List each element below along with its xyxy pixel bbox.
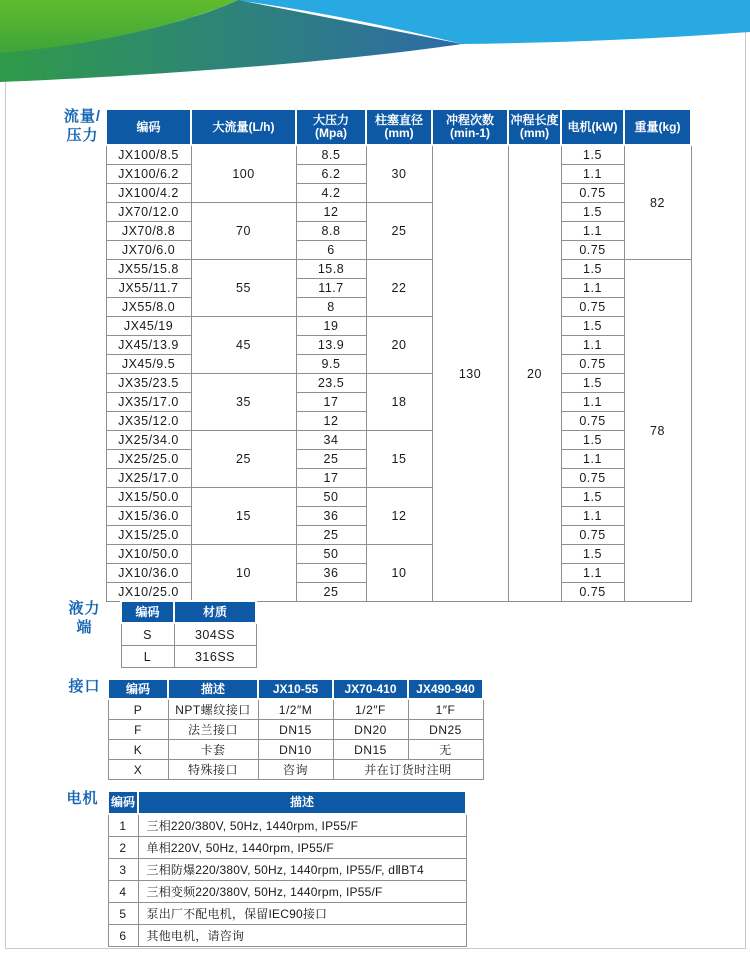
code-cell: JX25/34.0 (106, 431, 191, 450)
column-header (106, 109, 191, 145)
table-cell: 1/2″F (333, 699, 408, 720)
motor-power-cell: 1.1 (561, 222, 624, 241)
code-cell: JX35/17.0 (106, 393, 191, 412)
table-cell: 三相变频220/380V, 50Hz, 1440rpm, IP55/F (138, 881, 466, 903)
table-row (108, 859, 466, 881)
header-decoration (0, 0, 750, 100)
hydraulic-end-table-body (121, 623, 256, 668)
table-row (106, 545, 691, 564)
motor-power-cell: 1.5 (561, 203, 624, 222)
pressure-cell: 25 (296, 526, 366, 545)
table-row (108, 903, 466, 925)
column-header (432, 109, 508, 145)
pressure-cell: 50 (296, 545, 366, 564)
table-cell: 1 (108, 814, 138, 837)
flow-pressure-label-line2: 压力 (66, 127, 99, 144)
table-cell: 316SS (174, 646, 256, 668)
pressure-cell: 6.2 (296, 165, 366, 184)
hydraulic-end-table-header (121, 601, 256, 623)
column-header-line: 冲程次数 (445, 113, 494, 127)
motor-power-cell: 0.75 (561, 298, 624, 317)
pressure-cell: 9.5 (296, 355, 366, 374)
code-cell: JX100/6.2 (106, 165, 191, 184)
flow-pressure-section (60, 108, 692, 602)
column-header (508, 109, 561, 145)
code-cell: JX35/23.5 (106, 374, 191, 393)
flow-cell: 10 (191, 545, 296, 602)
interface-label: 接口 (68, 678, 101, 695)
table-cell: DN15 (333, 740, 408, 760)
plunger-diameter-cell: 12 (366, 488, 432, 545)
pressure-cell: 34 (296, 431, 366, 450)
code-cell: JX70/6.0 (106, 241, 191, 260)
column-header-line: (mm) (519, 126, 550, 140)
table-row (106, 488, 691, 507)
code-cell: JX45/13.9 (106, 336, 191, 355)
motor-power-cell: 0.75 (561, 412, 624, 431)
motor-power-cell: 1.1 (561, 165, 624, 184)
pressure-cell: 19 (296, 317, 366, 336)
motor-power-cell: 1.5 (561, 488, 624, 507)
hydraulic-end-label (62, 599, 107, 637)
code-cell: JX15/25.0 (106, 526, 191, 545)
column-header: 描述 (138, 791, 466, 814)
column-header (296, 109, 366, 145)
column-header: 编码 (121, 601, 174, 623)
flow-cell: 35 (191, 374, 296, 431)
column-header-line: 柱塞直径 (374, 113, 423, 127)
flow-pressure-label-line1: 流量/ (63, 108, 102, 125)
column-header (624, 109, 691, 145)
header-row (121, 601, 256, 623)
code-cell: JX55/11.7 (106, 279, 191, 298)
weight-cell: 82 (624, 145, 691, 260)
motor-power-cell: 1.1 (561, 393, 624, 412)
motor-table-body (108, 814, 466, 947)
column-header: JX70-410 (333, 679, 408, 699)
table-cell: 4 (108, 881, 138, 903)
flow-pressure-table-header (106, 109, 691, 145)
motor-power-cell: 1.5 (561, 431, 624, 450)
code-cell: JX45/9.5 (106, 355, 191, 374)
column-header: JX490-940 (408, 679, 483, 699)
table-cell: 1/2″M (258, 699, 333, 720)
table-row (108, 760, 483, 780)
table-cell: 1″F (408, 699, 483, 720)
motor-power-cell: 1.1 (561, 564, 624, 583)
motor-power-cell: 1.1 (561, 336, 624, 355)
code-cell: JX100/4.2 (106, 184, 191, 203)
motor-power-cell: 1.1 (561, 450, 624, 469)
motor-power-cell: 1.1 (561, 279, 624, 298)
table-cell: 2 (108, 837, 138, 859)
table-row (106, 374, 691, 393)
column-header: 编码 (108, 791, 138, 814)
pressure-cell: 12 (296, 203, 366, 222)
pressure-cell: 23.5 (296, 374, 366, 393)
column-header: 材质 (174, 601, 256, 623)
motor-power-cell: 0.75 (561, 184, 624, 203)
flow-pressure-table-body (106, 145, 691, 602)
plunger-diameter-cell: 30 (366, 145, 432, 203)
pressure-cell: 17 (296, 469, 366, 488)
motor-power-cell: 0.75 (561, 241, 624, 260)
column-header-line: 大流量(L/h) (212, 119, 275, 134)
plunger-diameter-cell: 25 (366, 203, 432, 260)
table-cell: 其他电机，请咨询 (138, 925, 466, 947)
motor-power-cell: 1.5 (561, 145, 624, 165)
table-cell: 并在订货时注明 (333, 760, 483, 780)
flow-cell: 100 (191, 145, 296, 203)
hydraulic-end-label-line2: 端 (76, 619, 93, 636)
flow-cell: 55 (191, 260, 296, 317)
table-row (106, 145, 691, 165)
table-row (108, 837, 466, 859)
column-header-line: 电机(kW) (567, 119, 618, 134)
table-cell: DN20 (333, 720, 408, 740)
table-row (106, 317, 691, 336)
code-cell: JX15/36.0 (106, 507, 191, 526)
table-cell: DN25 (408, 720, 483, 740)
column-header: 描述 (168, 679, 258, 699)
pressure-cell: 6 (296, 241, 366, 260)
table-cell: 无 (408, 740, 483, 760)
table-cell: 5 (108, 903, 138, 925)
table-cell: 卡套 (168, 740, 258, 760)
column-header (366, 109, 432, 145)
code-cell: JX10/25.0 (106, 583, 191, 602)
table-cell: L (121, 646, 174, 668)
table-cell: S (121, 623, 174, 646)
pressure-cell: 50 (296, 488, 366, 507)
pressure-cell: 8.5 (296, 145, 366, 165)
motor-power-cell: 1.5 (561, 374, 624, 393)
column-header (191, 109, 296, 145)
code-cell: JX55/8.0 (106, 298, 191, 317)
plunger-diameter-cell: 15 (366, 431, 432, 488)
code-cell: JX35/12.0 (106, 412, 191, 431)
hydraulic-end-table (120, 600, 257, 668)
table-cell: NPT螺纹接口 (168, 699, 258, 720)
table-row (106, 260, 691, 279)
motor-power-cell: 1.1 (561, 507, 624, 526)
motor-power-cell: 0.75 (561, 583, 624, 602)
flow-cell: 70 (191, 203, 296, 260)
plunger-diameter-cell: 18 (366, 374, 432, 431)
motor-table-header (108, 791, 466, 814)
interface-table-header (108, 679, 483, 699)
pressure-cell: 15.8 (296, 260, 366, 279)
pressure-cell: 13.9 (296, 336, 366, 355)
pressure-cell: 11.7 (296, 279, 366, 298)
table-cell: DN15 (258, 720, 333, 740)
table-row (121, 646, 256, 668)
table-row (106, 203, 691, 222)
motor-power-cell: 0.75 (561, 526, 624, 545)
column-header-line: (min-1) (450, 126, 490, 140)
weight-cell: 78 (624, 260, 691, 602)
pressure-cell: 12 (296, 412, 366, 431)
plunger-diameter-cell: 10 (366, 545, 432, 602)
plunger-diameter-cell: 20 (366, 317, 432, 374)
column-header: JX10-55 (258, 679, 333, 699)
pressure-cell: 8.8 (296, 222, 366, 241)
code-cell: JX70/8.8 (106, 222, 191, 241)
table-cell: 304SS (174, 623, 256, 646)
code-cell: JX15/50.0 (106, 488, 191, 507)
flow-cell: 25 (191, 431, 296, 488)
table-cell: 咨询 (258, 760, 333, 780)
motor-section (60, 790, 467, 947)
motor-power-cell: 0.75 (561, 355, 624, 374)
table-row (108, 881, 466, 903)
table-cell: K (108, 740, 168, 760)
code-cell: JX10/50.0 (106, 545, 191, 564)
hydraulic-end-section (62, 600, 257, 668)
code-cell: JX55/15.8 (106, 260, 191, 279)
interface-section (62, 678, 484, 780)
stroke-length-cell: 20 (508, 145, 561, 602)
column-header (561, 109, 624, 145)
header-row (106, 109, 691, 145)
flow-cell: 45 (191, 317, 296, 374)
table-cell: 6 (108, 925, 138, 947)
flow-pressure-label (60, 107, 105, 145)
motor-power-cell: 1.5 (561, 317, 624, 336)
pressure-cell: 36 (296, 507, 366, 526)
hydraulic-end-label-line1: 液力 (68, 600, 101, 617)
interface-table-body (108, 699, 483, 780)
motor-power-cell: 0.75 (561, 469, 624, 488)
table-cell: 3 (108, 859, 138, 881)
code-cell: JX45/19 (106, 317, 191, 336)
pressure-cell: 25 (296, 583, 366, 602)
flow-cell: 15 (191, 488, 296, 545)
column-header-line: 编码 (136, 119, 161, 134)
pressure-cell: 36 (296, 564, 366, 583)
column-header: 编码 (108, 679, 168, 699)
column-header-line: 大压力 (312, 113, 349, 127)
motor-power-cell: 1.5 (561, 545, 624, 564)
column-header-line: (mm) (384, 126, 414, 140)
table-cell: X (108, 760, 168, 780)
table-row (106, 431, 691, 450)
motor-label: 电机 (66, 790, 99, 807)
plunger-diameter-cell: 22 (366, 260, 432, 317)
pressure-cell: 8 (296, 298, 366, 317)
code-cell: JX100/8.5 (106, 145, 191, 165)
flow-pressure-table (105, 108, 692, 602)
table-row (108, 740, 483, 760)
interface-table (107, 678, 484, 780)
column-header-line: 冲程长度 (510, 113, 559, 127)
table-row (108, 720, 483, 740)
motor-table (107, 790, 467, 947)
header-row (108, 679, 483, 699)
pressure-cell: 25 (296, 450, 366, 469)
table-row (108, 699, 483, 720)
table-cell: 三相220/380V, 50Hz, 1440rpm, IP55/F (138, 814, 466, 837)
table-cell: P (108, 699, 168, 720)
table-cell: 法兰接口 (168, 720, 258, 740)
table-row (108, 925, 466, 947)
stroke-count-cell: 130 (432, 145, 508, 602)
table-cell: DN10 (258, 740, 333, 760)
pressure-cell: 17 (296, 393, 366, 412)
table-row (108, 814, 466, 837)
table-cell: 特殊接口 (168, 760, 258, 780)
code-cell: JX10/36.0 (106, 564, 191, 583)
motor-power-cell: 1.5 (561, 260, 624, 279)
header-row (108, 791, 466, 814)
pressure-cell: 4.2 (296, 184, 366, 203)
table-cell: 泵出厂不配电机，保留IEC90接口 (138, 903, 466, 925)
code-cell: JX25/17.0 (106, 469, 191, 488)
column-header-line: 重量(kg) (634, 119, 681, 134)
table-cell: F (108, 720, 168, 740)
table-cell: 单相220V, 50Hz, 1440rpm, IP55/F (138, 837, 466, 859)
code-cell: JX25/25.0 (106, 450, 191, 469)
table-cell: 三相防爆220/380V, 50Hz, 1440rpm, IP55/F, dⅡBT4 (138, 859, 466, 881)
table-row (121, 623, 256, 646)
column-header-line: (Mpa) (315, 126, 347, 140)
code-cell: JX70/12.0 (106, 203, 191, 222)
